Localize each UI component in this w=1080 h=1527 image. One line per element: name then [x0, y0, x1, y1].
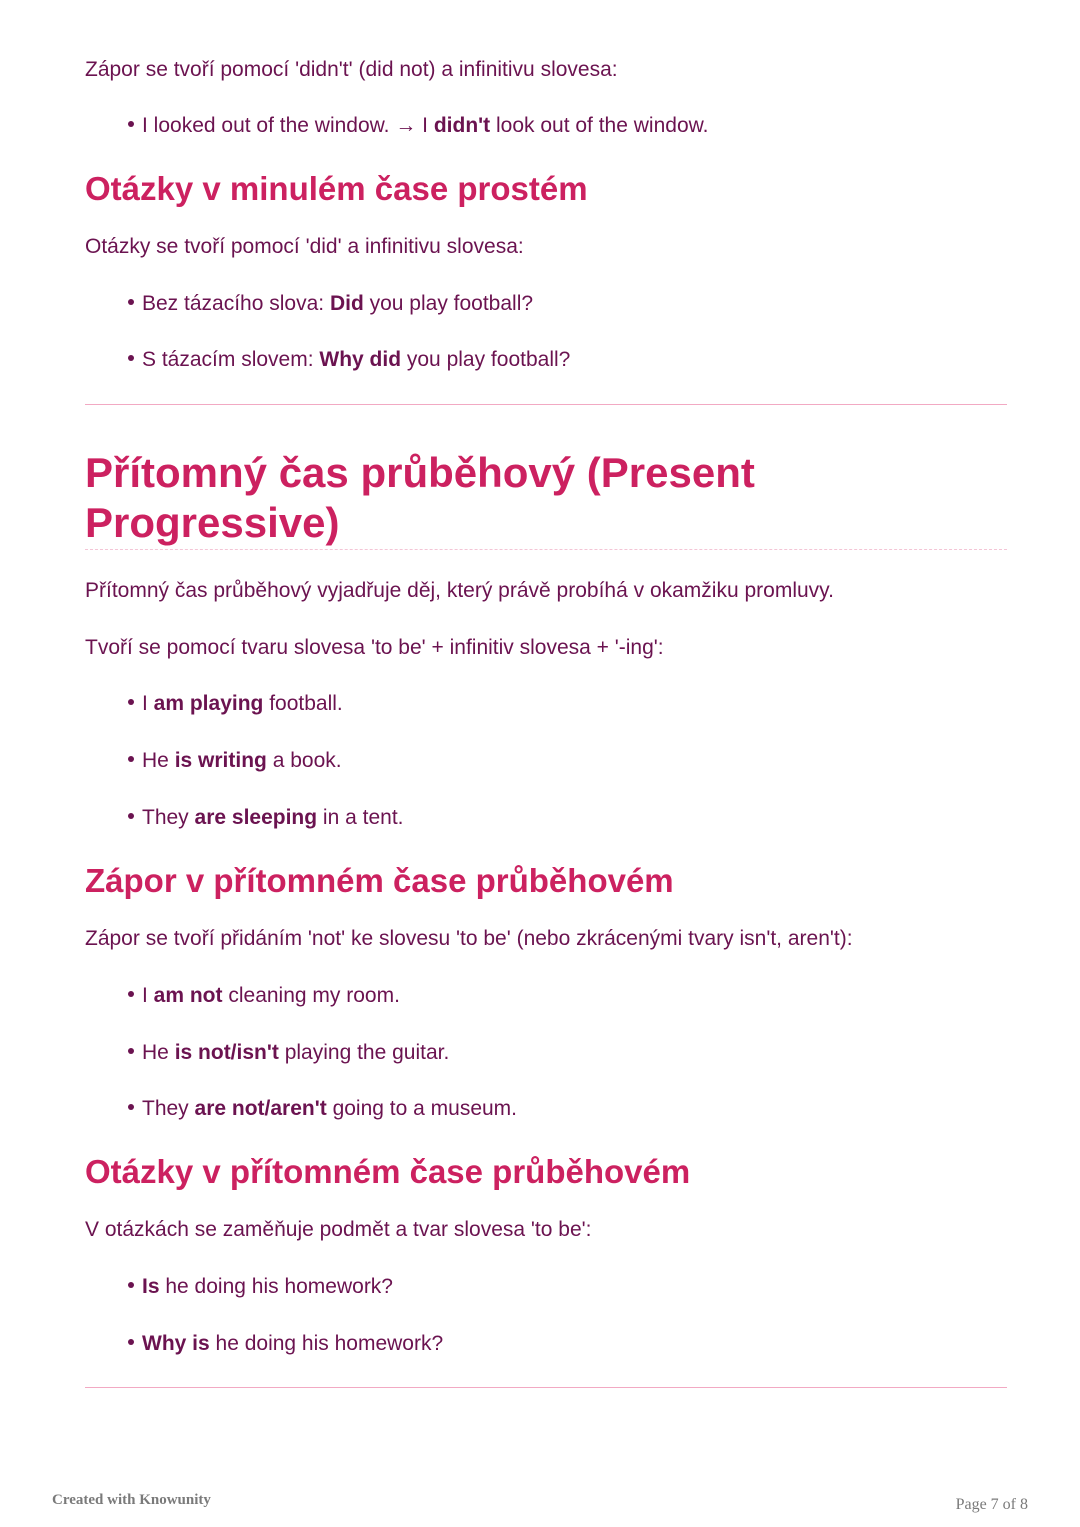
heading-present-negation: Zápor v přítomném čase průběhovém — [85, 862, 674, 899]
section-divider — [85, 404, 1007, 405]
heading-present-progressive: Přítomný čas průběhový (Present Progressive) — [85, 449, 755, 546]
heading-past-questions: Otázky v minulém čase prostém — [85, 170, 588, 207]
list-item: Is he doing his homework? — [128, 1273, 393, 1301]
footer-credit: Created with Knowunity — [52, 1492, 211, 1508]
list-item: I looked out of the window. → I didn't look out of the window. — [128, 112, 708, 140]
bullet-icon — [128, 756, 134, 762]
present-progressive-description: Přítomný čas průběhový vyjadřuje děj, který právě probíhá v okamžiku promluvy. — [85, 579, 834, 602]
present-progressive-formation: Tvoří se pomocí tvaru slovesa 'to be' + infinitiv slovesa + '-ing': — [85, 636, 664, 659]
list-item: Bez tázacího slova: Did you play football? — [128, 290, 533, 318]
bullet-icon — [128, 355, 134, 361]
past-questions-intro: Otázky se tvoří pomocí 'did' a infinitivu slovesa: — [85, 235, 524, 258]
list-item: They are sleeping in a tent. — [128, 804, 403, 832]
heading-underline — [85, 549, 1007, 550]
bullet-icon — [128, 1048, 134, 1054]
bullet-icon — [128, 299, 134, 305]
section-divider — [85, 1387, 1007, 1388]
present-questions-intro: V otázkách se zaměňuje podmět a tvar slovesa 'to be': — [85, 1218, 592, 1241]
bullet-icon — [128, 1104, 134, 1110]
page-number: Page 7 of 8 — [955, 1496, 1028, 1513]
negation-intro: Zápor se tvoří pomocí 'didn't' (did not) a infinitivu slovesa: — [85, 58, 618, 81]
bullet-icon — [128, 1339, 134, 1345]
bullet-icon — [128, 1282, 134, 1288]
bullet-icon — [128, 121, 134, 127]
list-item: He is writing a book. — [128, 747, 342, 775]
list-item: Why is he doing his homework? — [128, 1330, 443, 1358]
list-item: I am not cleaning my room. — [128, 982, 400, 1010]
list-item: S tázacím slovem: Why did you play football? — [128, 346, 570, 374]
heading-present-questions: Otázky v přítomném čase průběhovém — [85, 1153, 691, 1190]
list-item: They are not/aren't going to a museum. — [128, 1095, 517, 1123]
bullet-icon — [128, 991, 134, 997]
list-item: He is not/isn't playing the guitar. — [128, 1039, 449, 1067]
bullet-icon — [128, 699, 134, 705]
list-item: I am playing football. — [128, 690, 343, 718]
bullet-icon — [128, 813, 134, 819]
present-negation-intro: Zápor se tvoří přidáním 'not' ke slovesu 'to be' (nebo zkrácenými tvary isn't, aren't): — [85, 927, 853, 950]
